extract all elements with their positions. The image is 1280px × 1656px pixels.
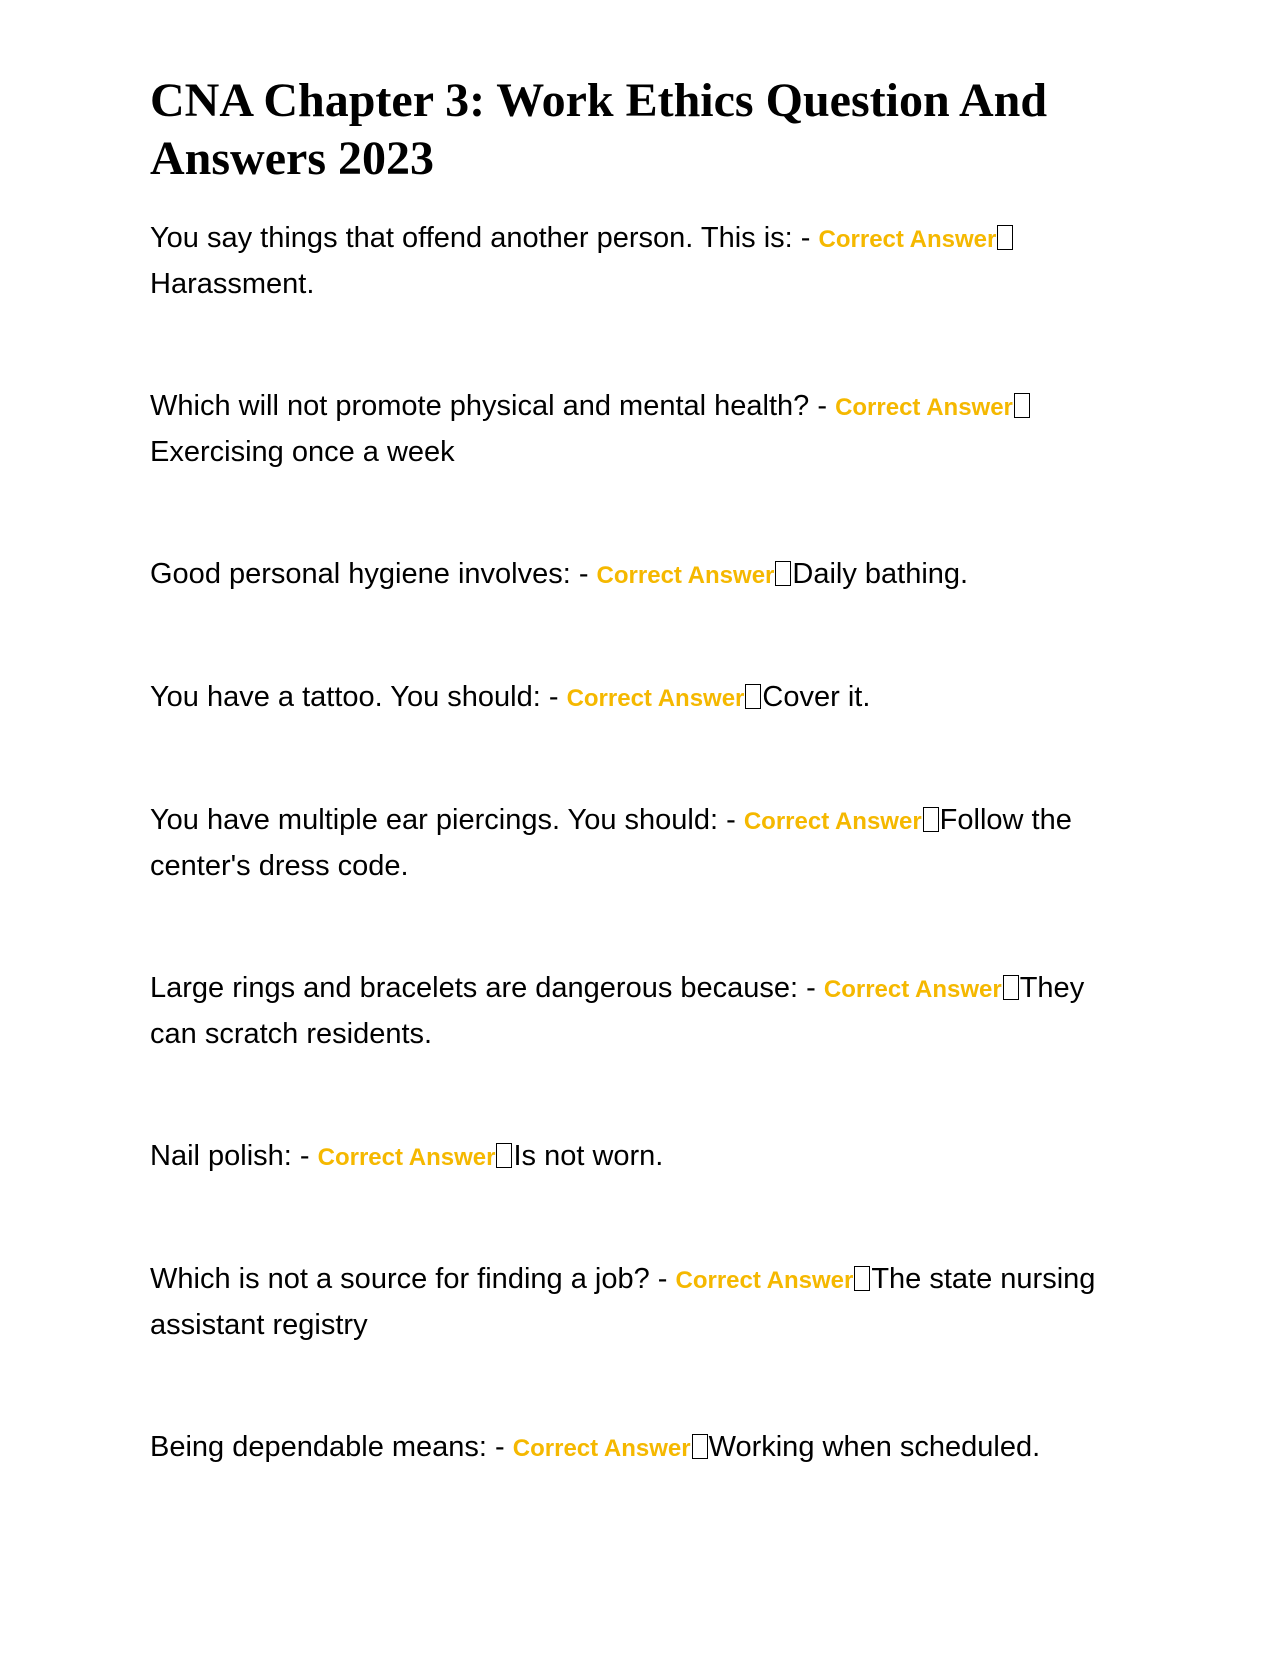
answer-text: Working when scheduled.	[708, 1431, 1041, 1463]
qa-item	[150, 1134, 1130, 1180]
answer-text: They can scratch residents.	[150, 972, 1085, 1050]
answer-text: Follow the center's dress code.	[150, 804, 1072, 882]
qa-item	[150, 552, 1130, 598]
correct-answer-label: Correct Answer	[835, 394, 1013, 421]
qa-list	[150, 216, 1130, 1471]
qa-item	[150, 966, 1130, 1056]
answer-text: Cover it.	[762, 681, 871, 713]
correct-answer-label: Correct Answer	[743, 808, 922, 835]
missing-glyph-icon	[854, 1266, 870, 1291]
qa-item	[150, 1257, 1130, 1347]
answer-text: Is not worn.	[513, 1140, 664, 1172]
question-text: Good personal hygiene involves: -	[150, 558, 597, 590]
qa-item	[150, 675, 1130, 721]
qa-item	[150, 216, 1130, 306]
answer-text: The state nursing assistant registry	[150, 1263, 1096, 1341]
correct-answer-label: Correct Answer	[566, 685, 745, 712]
correct-answer-label: Correct Answer	[317, 1144, 496, 1171]
correct-answer-label: Correct Answer	[512, 1435, 691, 1462]
qa-item	[150, 798, 1130, 888]
page-title: CNA Chapter 3: Work Ethics Question And Answers 2023	[150, 74, 1048, 185]
answer-text: Daily bathing.	[792, 558, 969, 590]
correct-answer-label: Correct Answer	[823, 976, 1002, 1003]
missing-glyph-icon	[997, 225, 1013, 250]
question-text: You have multiple ear piercings. You should: -	[150, 804, 744, 836]
question-text: Which is not a source for finding a job? -	[150, 1263, 676, 1295]
missing-glyph-icon	[692, 1434, 708, 1459]
document-page	[150, 72, 1130, 1548]
question-text: Which will not promote physical and mental health? -	[150, 390, 836, 422]
question-text: Being dependable means: -	[150, 1431, 513, 1463]
qa-item	[150, 384, 1130, 474]
question-text: Large rings and bracelets are dangerous because: -	[150, 972, 824, 1004]
question-text: You say things that offend another person. This is: -	[150, 222, 819, 254]
question-text: Nail polish: -	[150, 1140, 318, 1172]
answer-text: Exercising once a week	[150, 436, 455, 468]
correct-answer-label: Correct Answer	[675, 1267, 854, 1294]
answer-text: Harassment.	[150, 268, 315, 300]
missing-glyph-icon	[923, 807, 939, 832]
missing-glyph-icon	[1003, 975, 1019, 1000]
correct-answer-label: Correct Answer	[818, 226, 997, 253]
question-text: You have a tattoo. You should: -	[150, 681, 567, 713]
correct-answer-label: Correct Answer	[596, 562, 775, 589]
qa-item	[150, 1425, 1130, 1471]
missing-glyph-icon	[745, 684, 761, 709]
missing-glyph-icon	[496, 1143, 512, 1168]
missing-glyph-icon	[775, 561, 791, 586]
missing-glyph-icon	[1014, 393, 1030, 418]
